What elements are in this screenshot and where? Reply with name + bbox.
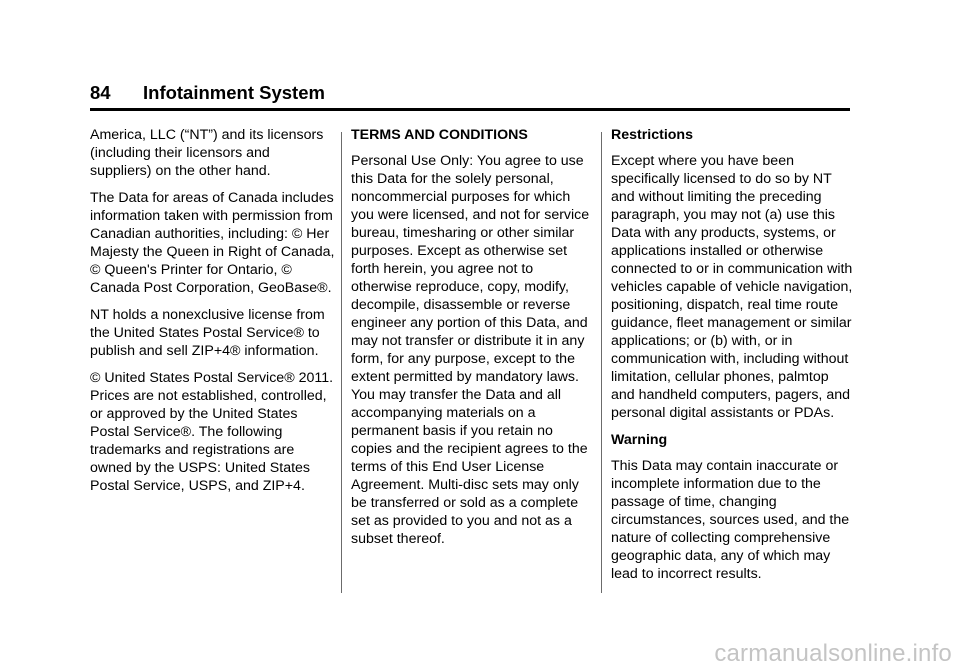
paragraph: This Data may contain inaccurate or incomplete information due to the passage of time, changing circumstances, sources used, and the nature of collecting comprehensive geographic data, any of which may lead to incorrect results. bbox=[611, 458, 850, 582]
text-column-1 bbox=[90, 126, 335, 504]
paragraph: America, LLC (“NT”) and its licensors (including their licensors and suppliers) on the other hand. bbox=[90, 127, 324, 179]
text-column-3 bbox=[611, 126, 856, 592]
paragraph: Except where you have been specifically licensed to do so by NT and without limiting the preceding paragraph, you may not (a) use this Data with any products, systems, or applications installed or otherwise connected to or in communication with vehicles capable of vehicle navigation, positioning, dispatch, real time route guidance, fleet management or similar applications; or (b) with, or in communication with, including without limitation, cellular phones, palmtop and handheld computers, pagers, and personal digital assistants or PDAs. bbox=[611, 153, 853, 421]
paragraph: NT holds a nonexclusive license from the United States Postal Service® to publish and sell ZIP+4® information. bbox=[90, 307, 325, 359]
column-divider bbox=[601, 132, 602, 593]
section-heading-warning: Warning bbox=[611, 432, 668, 448]
section-heading-restrictions: Restrictions bbox=[611, 127, 693, 143]
paragraph: Personal Use Only: You agree to use this Data for the solely personal, noncommercial purposes for which you were licensed, and not for service bureau, timesharing or other similar purposes. Except as otherwise set forth herein, you agree not to otherwise reproduce, copy, modify, decompile, disassemble or reverse engineer any portion of this Data, and may not transfer or distribute it in any form, for any purpose, except to the extent permitted by mandatory laws. You may transfer the Data and all accompanying materials on a permanent basis if you retain no copies and the recipient agrees to the terms of this End User License Agreement. Multi-disc sets may only be transferred or sold as a complete set as provided to you and not as a subset thereof. bbox=[351, 153, 590, 547]
text-column-2 bbox=[351, 126, 591, 557]
paragraph: The Data for areas of Canada includes information taken with permission from Canadian authorities, including: © Her Majesty the Queen in Right of Canada, © Queen's Printer for Ontario, © Canada Post Corporation, GeoBase®. bbox=[90, 190, 335, 296]
page-title: Infotainment System bbox=[143, 82, 325, 103]
watermark: carmanualsonline.info bbox=[714, 640, 952, 667]
page-number: 84 bbox=[90, 82, 111, 103]
section-heading-terms: TERMS AND CONDITIONS bbox=[351, 127, 528, 143]
column-divider bbox=[341, 132, 342, 593]
page-header bbox=[90, 80, 850, 111]
paragraph: © United States Postal Service® 2011. Prices are not established, controlled, or approved by the United States Postal Service®. The following trademarks and registrations are owned by the USPS: United States Postal Service, USPS, and ZIP+4. bbox=[90, 370, 334, 494]
